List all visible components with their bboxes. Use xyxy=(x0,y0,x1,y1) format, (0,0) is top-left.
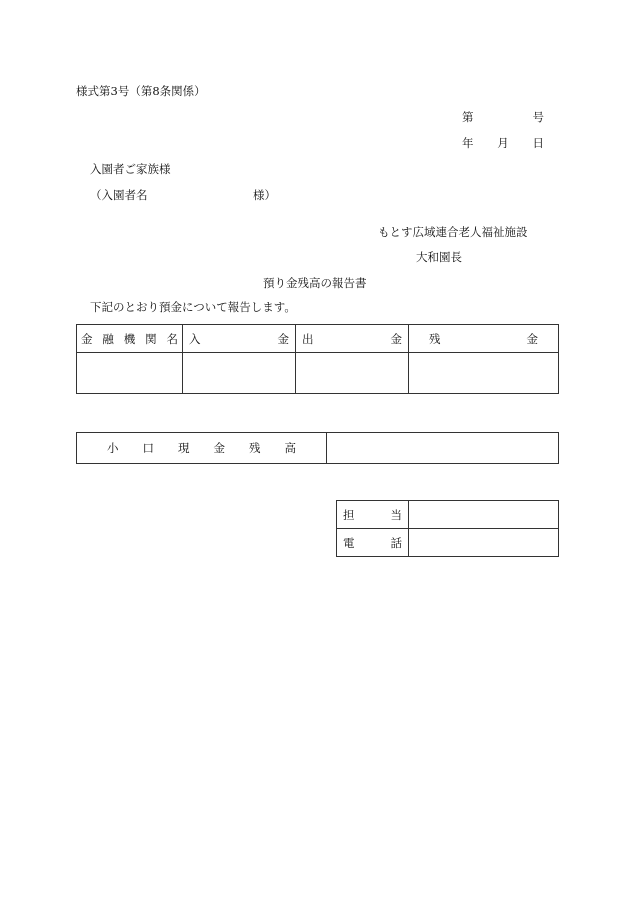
date-year: 年 xyxy=(462,136,474,150)
label-char: 担 xyxy=(343,507,355,522)
document-number xyxy=(462,112,544,124)
cell-balance[interactable] xyxy=(409,353,559,394)
label-char: 電 xyxy=(343,535,355,550)
label-char: 金 xyxy=(277,331,289,346)
sender-title: 大和園長 xyxy=(416,250,462,264)
petty-cash-table xyxy=(76,432,559,464)
petty-cash-label-cell xyxy=(77,433,327,464)
person-in-charge-value[interactable] xyxy=(409,501,559,529)
label-char: 高 xyxy=(284,441,296,455)
petty-cash-value[interactable] xyxy=(327,433,559,464)
document-title: 預り金残高の報告書 xyxy=(263,276,367,290)
resident-name-open: （入園者名 xyxy=(90,188,148,202)
label-char: 現 xyxy=(178,441,190,455)
document-date xyxy=(462,138,544,150)
label-char: 小 xyxy=(107,441,119,455)
petty-cash-label xyxy=(77,440,326,456)
label-char: 名 xyxy=(166,331,178,346)
person-in-charge-label xyxy=(337,507,408,523)
header-deposit xyxy=(183,325,296,353)
date-month: 月 xyxy=(497,136,509,150)
label-char: 金 xyxy=(213,441,225,455)
label-char: 口 xyxy=(142,441,154,455)
table-row xyxy=(77,353,559,394)
header-balance xyxy=(409,325,559,353)
label-char: 金 xyxy=(81,331,93,346)
cell-withdrawal[interactable] xyxy=(296,353,409,394)
label-char: 融 xyxy=(102,331,114,346)
document-number-prefix: 第 xyxy=(462,110,474,124)
date-day: 日 xyxy=(532,136,544,150)
header-balance-label xyxy=(409,331,558,347)
cell-deposit[interactable] xyxy=(183,353,296,394)
header-bank-name xyxy=(77,325,183,353)
form-number: 様式第3号（第8条関係） xyxy=(76,84,206,98)
contact-table xyxy=(336,500,559,557)
header-withdrawal xyxy=(296,325,409,353)
label-char: 入 xyxy=(189,331,201,346)
label-char: 残 xyxy=(249,441,261,455)
label-char: 金 xyxy=(526,331,538,346)
cell-bank-name[interactable] xyxy=(77,353,183,394)
person-in-charge-label-cell xyxy=(337,501,409,529)
document-number-suffix: 号 xyxy=(532,110,544,124)
label-char: 話 xyxy=(390,535,402,550)
resident-name-line xyxy=(90,190,276,202)
addressee: 入園者ご家族様 xyxy=(90,162,171,176)
header-withdrawal-label xyxy=(296,331,408,347)
phone-label xyxy=(337,535,408,551)
phone-label-cell xyxy=(337,529,409,557)
balance-table xyxy=(76,324,559,394)
label-char: 金 xyxy=(390,331,402,346)
label-char: 当 xyxy=(390,507,402,522)
intro-text: 下記のとおり預金について報告します。 xyxy=(90,300,296,314)
sender-organization: もとす広域連合老人福祉施設 xyxy=(378,225,528,239)
header-deposit-label xyxy=(183,331,295,347)
label-char: 出 xyxy=(302,331,314,346)
balance-table-header-row xyxy=(77,325,559,353)
label-char: 残 xyxy=(429,331,441,346)
label-char: 関 xyxy=(145,331,157,346)
resident-name-close: 様） xyxy=(253,188,276,202)
label-char: 機 xyxy=(123,331,136,346)
phone-value[interactable] xyxy=(409,529,559,557)
header-bank-name-label xyxy=(77,331,182,347)
